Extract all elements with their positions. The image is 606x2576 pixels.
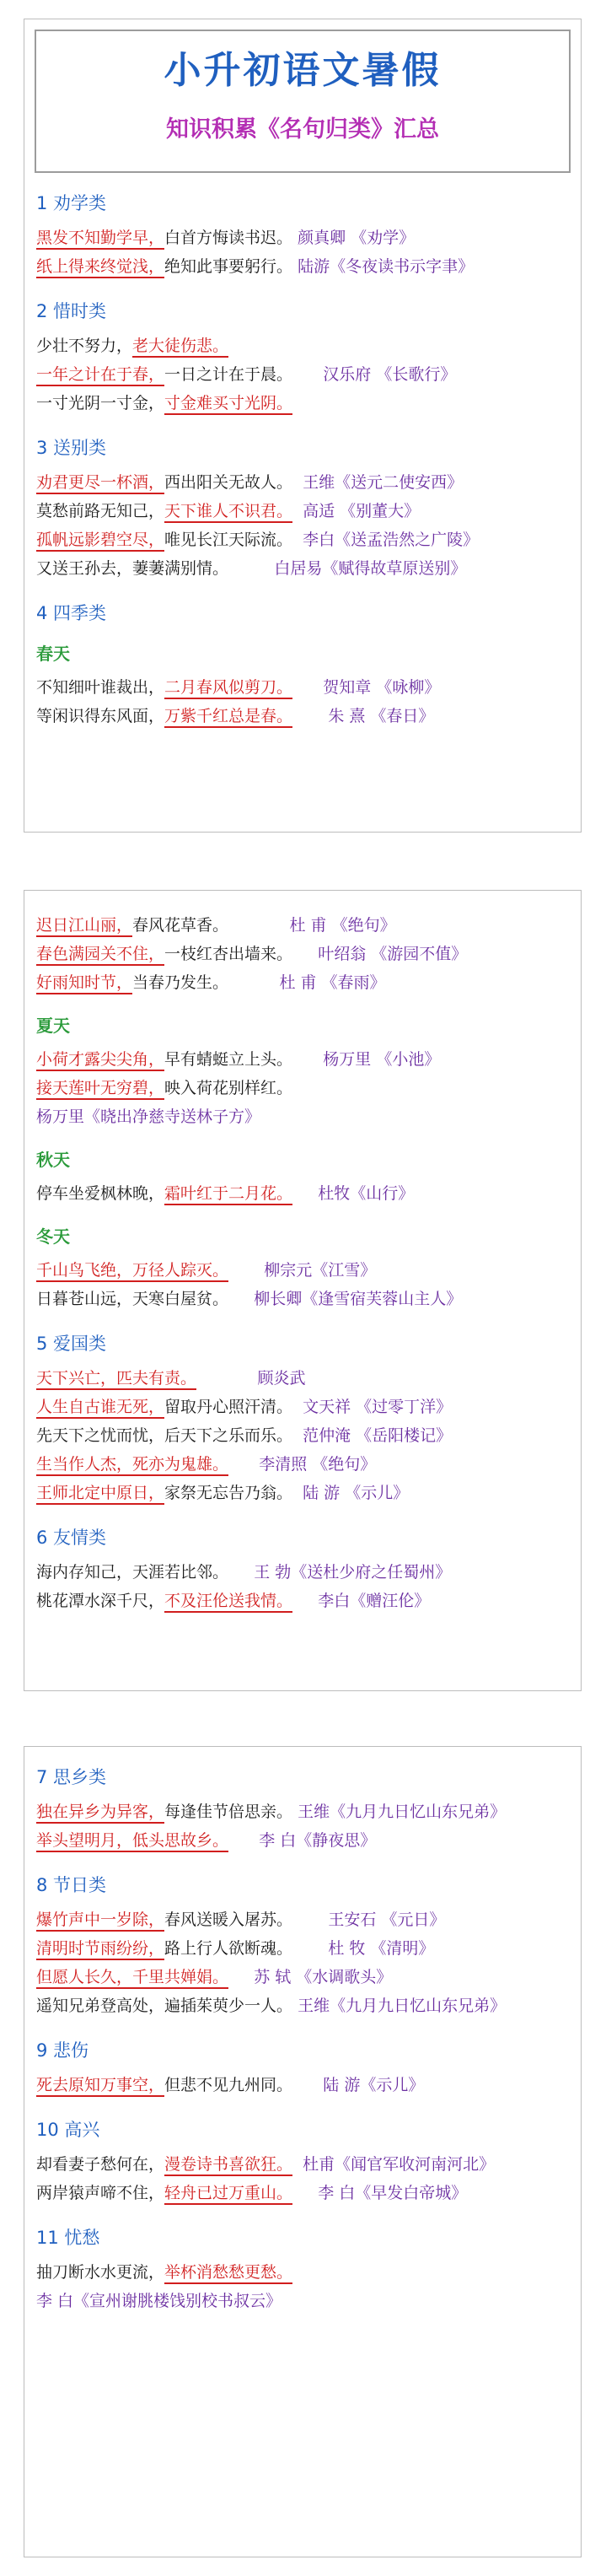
quote-source: 王 勃《送杜少府之任蜀州》 <box>254 1563 452 1582</box>
highlighted-quote: 接天莲叶无穷碧， <box>36 1079 164 1100</box>
quote-line <box>36 1963 572 1991</box>
quote-line <box>36 1587 572 1615</box>
quote-line <box>36 1797 572 1826</box>
quote-line <box>36 2258 572 2287</box>
spacer <box>228 973 279 992</box>
quote-line <box>36 1074 572 1102</box>
category-heading: 9 悲伤 <box>36 2040 89 2061</box>
quote-text: 遥知兄弟登高处，遍插茱萸少一人。 <box>36 1997 293 2015</box>
spacer <box>292 1939 328 1958</box>
quote-line <box>36 911 572 940</box>
quote-source: 白居易《赋得故草原送别》 <box>274 559 467 578</box>
quote-text: 莫愁前路无知己， <box>36 502 165 520</box>
quote-line <box>36 1256 572 1285</box>
season-heading: 冬天 <box>36 1226 70 1247</box>
spacer <box>292 473 303 492</box>
quote-source: 高适 《别董大》 <box>303 502 421 520</box>
category-heading: 5 爱国类 <box>36 1334 107 1354</box>
highlighted-quote: 霜叶红于二月花。 <box>164 1184 292 1205</box>
spacer <box>292 1050 323 1069</box>
page-title: 小升初语文暑假 <box>164 49 442 92</box>
quote-source: 王维《九月九日忆山东兄弟》 <box>298 1997 507 2015</box>
season-heading: 秋天 <box>36 1150 70 1170</box>
quote-source: 顾炎武 <box>257 1369 306 1388</box>
quote-source: 王维《九月九日忆山东兄弟》 <box>298 1803 507 1821</box>
highlighted-quote: 小荷才露尖尖角， <box>36 1050 164 1071</box>
quote-source: 杜 甫 《春雨》 <box>279 973 386 992</box>
quote-source: 杨万里 《小池》 <box>323 1050 441 1069</box>
spacer <box>228 559 274 578</box>
category-heading: 7 思乡类 <box>36 1767 107 1787</box>
quote-source: 杜 牧 《清明》 <box>328 1939 435 1958</box>
highlighted-quote: 好雨知时节， <box>36 973 132 994</box>
quote-text: 春风送暖入屠苏。 <box>164 1910 293 1929</box>
season-heading: 春天 <box>36 644 70 664</box>
quote-source: 杜 甫 《绝句》 <box>289 916 396 935</box>
spacer <box>292 1398 303 1416</box>
spacer <box>196 1369 257 1388</box>
quote-text: 家祭无忘告乃翁。 <box>164 1484 293 1502</box>
spacer <box>292 2155 303 2174</box>
quote-line <box>36 1045 572 1074</box>
category-heading: 4 四季类 <box>36 603 107 623</box>
title-box <box>35 30 571 173</box>
quote-line <box>36 525 572 554</box>
card-2 <box>24 890 582 1691</box>
quote-text: 西出阳关无故人。 <box>164 473 293 492</box>
spacer <box>228 1290 254 1308</box>
highlighted-quote: 孤帆远影碧空尽， <box>36 531 164 552</box>
highlighted-quote: 千山鸟飞绝，万径人踪灭。 <box>36 1261 228 1282</box>
spacer <box>292 2184 318 2202</box>
highlighted-quote: 黑发不知勤学早， <box>36 229 164 250</box>
highlighted-quote: 天下兴亡，匹夫有责。 <box>36 1369 196 1390</box>
quote-source: 朱 熹 《春日》 <box>328 707 435 725</box>
quote-line <box>36 389 572 418</box>
quote-text: 一枝红杏出墙来。 <box>164 945 293 963</box>
quote-text: 早有蜻蜓立上头。 <box>164 1050 293 1069</box>
highlighted-quote: 纸上得来终觉浅， <box>36 257 164 278</box>
quote-source: 贺知章 《咏柳》 <box>323 678 441 697</box>
quote-line <box>36 224 572 252</box>
quote-line <box>36 1393 572 1421</box>
quote-source: 汉乐府 《长歌行》 <box>323 365 457 384</box>
highlighted-quote: 劝君更尽一杯酒， <box>36 473 164 494</box>
category-heading: 10 高兴 <box>36 2120 100 2140</box>
quote-source: 柳宗元《江雪》 <box>264 1261 377 1280</box>
quote-line <box>36 360 572 389</box>
season-heading: 夏天 <box>36 1016 70 1036</box>
highlighted-quote: 漫卷诗书喜欲狂。 <box>164 2155 292 2176</box>
quote-text: 唯见长江天际流。 <box>164 531 293 549</box>
quote-text: 映入荷花别样红。 <box>164 1079 293 1097</box>
quote-text: 每逢佳节倍思亲。 <box>164 1803 293 1821</box>
quote-line <box>36 497 572 525</box>
spacer <box>292 1910 328 1929</box>
highlighted-quote: 天下谁人不识君。 <box>164 502 292 523</box>
quote-line <box>36 252 572 281</box>
quote-source: 叶绍翁 《游园不值》 <box>318 945 468 963</box>
quote-source: 王安石 《元日》 <box>328 1910 446 1929</box>
quote-text: 路上行人欲断魂。 <box>164 1939 293 1958</box>
quote-text: 一寸光阴一寸金， <box>36 394 165 412</box>
quote-line <box>36 1421 572 1450</box>
quote-source: 李清照 《绝句》 <box>259 1455 377 1474</box>
quote-line <box>36 331 572 360</box>
quote-text: 抽刀断水水更流， <box>36 2263 165 2282</box>
quote-line <box>36 1179 572 1208</box>
quote-text: 日暮苍山远，天寒白屋贫。 <box>36 1290 229 1308</box>
highlighted-quote: 爆竹声中一岁除， <box>36 1910 164 1932</box>
spacer <box>292 2076 323 2094</box>
highlighted-quote: 寸金难买寸光阴。 <box>164 394 292 415</box>
highlighted-quote: 举杯消愁愁更愁。 <box>164 2263 292 2284</box>
quote-text: 一日之计在于晨。 <box>164 365 293 384</box>
quote-line <box>36 1364 572 1393</box>
quote-source: 苏 轼 《水调歌头》 <box>254 1968 393 1986</box>
spacer <box>228 1563 254 1582</box>
highlighted-quote: 举头望明月，低头思故乡。 <box>36 1831 228 1852</box>
quote-source: 范仲淹 《岳阳楼记》 <box>303 1426 453 1445</box>
spacer <box>292 1592 318 1610</box>
quote-text: 桃花潭水深千尺， <box>36 1592 165 1610</box>
quote-line <box>36 702 572 730</box>
highlighted-quote: 独在异乡为异客， <box>36 1803 164 1824</box>
quote-text: 春风花草香。 <box>132 916 229 935</box>
quote-text: 不知细叶谁裁出， <box>36 678 165 697</box>
highlighted-quote: 王师北定中原日， <box>36 1484 164 1505</box>
spacer <box>292 678 323 697</box>
highlighted-quote: 人生自古谁无死， <box>36 1398 164 1419</box>
highlighted-quote: 春色满园关不住， <box>36 945 164 966</box>
quote-text: 海内存知己，天涯若比邻。 <box>36 1563 229 1582</box>
quote-text: 绝知此事要躬行。 <box>164 257 293 276</box>
category-heading: 8 节日类 <box>36 1875 107 1895</box>
highlighted-quote: 死去原知万事空， <box>36 2076 164 2097</box>
quote-line <box>36 673 572 702</box>
category-heading: 1 劝学类 <box>36 193 107 213</box>
quote-source: 杨万里《晓出净慈寺送林子方》 <box>36 1107 261 1126</box>
card-1 <box>24 19 582 833</box>
quote-line <box>36 1905 572 1934</box>
category-heading: 3 送别类 <box>36 438 107 458</box>
spacer <box>292 1484 303 1502</box>
quote-source: 李白《赠汪伦》 <box>318 1592 431 1610</box>
card-1-content <box>36 190 572 730</box>
spacer <box>292 945 318 963</box>
quote-line <box>36 1991 572 2020</box>
quote-text: 少壮不努力， <box>36 337 133 355</box>
spacer <box>228 1831 259 1850</box>
spacer <box>292 502 303 520</box>
quote-source: 李 白《早发白帝城》 <box>318 2184 468 2202</box>
quote-line <box>36 1450 572 1479</box>
quote-line <box>36 968 572 997</box>
quote-source: 陆 游《示儿》 <box>323 2076 425 2094</box>
spacer <box>228 1968 254 1986</box>
quote-line <box>36 1934 572 1963</box>
quote-line <box>36 2150 572 2179</box>
quote-text: 停车坐爱枫林晚， <box>36 1184 165 1203</box>
quote-source: 杜牧《山行》 <box>318 1184 415 1203</box>
quote-source: 文天祥 《过零丁洋》 <box>303 1398 453 1416</box>
page-subtitle: 知识积累《名句归类》汇总 <box>166 116 439 143</box>
quote-source: 王维《送元二使安西》 <box>303 473 464 492</box>
quote-line <box>36 468 572 497</box>
quote-text: 等闲识得东风面， <box>36 707 165 725</box>
quote-text: 但悲不见九州同。 <box>164 2076 293 2094</box>
highlighted-quote: 万紫千红总是春。 <box>164 707 292 728</box>
quote-text: 当春乃发生。 <box>132 973 229 992</box>
highlighted-quote: 迟日江山丽， <box>36 916 132 937</box>
highlighted-quote: 轻舟已过万重山。 <box>164 2184 292 2205</box>
quote-source: 李 白《宣州谢朓楼饯别校书叔云》 <box>36 2292 282 2310</box>
quote-source: 李白《送孟浩然之广陵》 <box>303 531 480 549</box>
highlighted-quote: 二月春风似剪刀。 <box>164 678 292 699</box>
quote-source: 颜真卿 《劝学》 <box>298 229 416 247</box>
card-2-content <box>36 911 572 1615</box>
highlighted-quote: 清明时节雨纷纷， <box>36 1939 164 1960</box>
highlighted-quote: 不及汪伦送我情。 <box>164 1592 292 1613</box>
category-heading: 11 忧愁 <box>36 2228 100 2248</box>
card-3-content <box>36 1764 572 2315</box>
quote-line <box>36 1285 572 1313</box>
quote-line <box>36 554 572 583</box>
spacer <box>292 531 303 549</box>
quote-source: 陆游《冬夜读书示字聿》 <box>298 257 475 276</box>
quote-source: 柳长卿《逢雪宿芙蓉山主人》 <box>254 1290 463 1308</box>
highlighted-quote: 生当作人杰，死亦为鬼雄。 <box>36 1455 228 1476</box>
quote-source: 陆 游 《示儿》 <box>303 1484 410 1502</box>
highlighted-quote: 但愿人长久，千里共婵娟。 <box>36 1968 228 1989</box>
quote-text: 又送王孙去，萋萋满别情。 <box>36 559 229 578</box>
card-3 <box>24 1746 582 2557</box>
spacer <box>228 916 289 935</box>
quote-line <box>36 940 572 968</box>
quote-text: 先天下之忧而忧，后天下之乐而乐。 <box>36 1426 293 1445</box>
quote-line <box>36 1826 572 1855</box>
spacer <box>228 1261 264 1280</box>
quote-source: 杜甫《闻官军收河南河北》 <box>303 2155 496 2174</box>
spacer <box>292 365 323 384</box>
category-heading: 2 惜时类 <box>36 301 107 321</box>
category-heading: 6 友情类 <box>36 1528 107 1548</box>
quote-text: 留取丹心照汗清。 <box>164 1398 293 1416</box>
spacer <box>292 1426 303 1445</box>
quote-source: 李 白《静夜思》 <box>259 1831 377 1850</box>
quote-text: 两岸猿声啼不住， <box>36 2184 165 2202</box>
highlighted-quote: 老大徒伤悲。 <box>132 337 228 358</box>
spacer <box>292 1184 318 1203</box>
spacer <box>292 707 328 725</box>
spacer <box>228 1455 259 1474</box>
quote-line <box>36 1479 572 1507</box>
quote-line <box>36 2179 572 2207</box>
quote-line <box>36 2071 572 2099</box>
quote-text: 白首方悔读书迟。 <box>164 229 293 247</box>
quote-line <box>36 1558 572 1587</box>
highlighted-quote: 一年之计在于春， <box>36 365 164 386</box>
quote-text: 却看妻子愁何在， <box>36 2155 165 2174</box>
